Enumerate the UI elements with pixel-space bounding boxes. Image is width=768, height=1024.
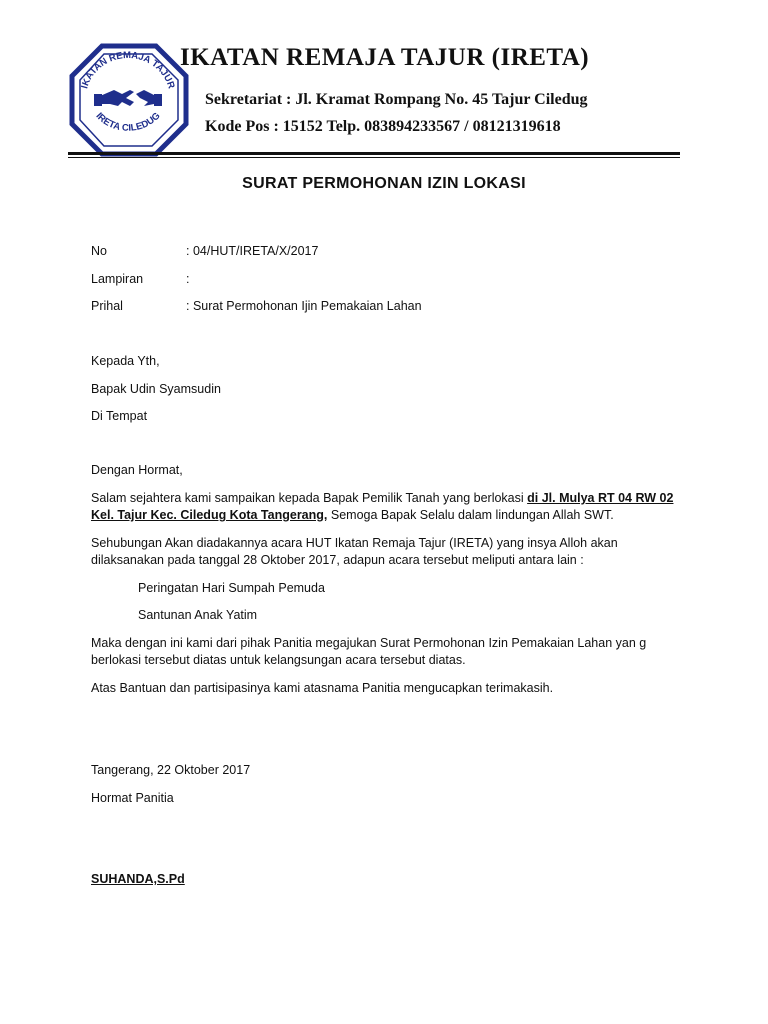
event-item-1: Peringatan Hari Sumpah Pemuda — [138, 581, 325, 595]
recipient-name: Bapak Udin Syamsudin — [91, 382, 221, 396]
header-divider-thin — [68, 157, 680, 158]
paragraph-1-closing: Semoga Bapak Selalu dalam lindungan Allah SWT. — [327, 508, 614, 522]
no-label: No — [91, 244, 107, 258]
closing-regards: Hormat Panitia — [91, 791, 174, 805]
paragraph-2-line-1: Sehubungan Akan diadakannya acara HUT Ikatan Remaja Tajur (IRETA) yang insya Alloh akan — [91, 536, 618, 550]
paragraph-3-line-2: berlokasi tersebut diatas untuk kelangsungan acara tersebut diatas. — [91, 653, 466, 667]
header-divider-thick — [68, 152, 680, 155]
organization-name: IKATAN REMAJA TAJUR (IRETA) — [180, 44, 590, 71]
paragraph-3-line-1: Maka dengan ini kami dari pihak Panitia megajukan Surat Permohonan Izin Pemakaian Lahan yan g — [91, 636, 647, 650]
event-item-2: Santunan Anak Yatim — [138, 608, 258, 622]
paragraph-1-line-1 — [91, 490, 673, 506]
greeting: Dengan Hormat, — [91, 463, 183, 477]
prihal-value: : Surat Permohonan Ijin Pemakaian Lahan — [186, 299, 422, 313]
lampiran-label: Lampiran — [91, 272, 144, 286]
location-address-part-2: Kel. Tajur Kec. Ciledug Kota Tangerang, — [91, 508, 328, 522]
secretariat-address: Sekretariat : Jl. Kramat Rompang No. 45 Tajur Ciledug — [205, 91, 588, 108]
location-address-part-1: di Jl. Mulya RT 04 RW 02 — [527, 491, 674, 505]
logo-text-bottom: IRETA CILEDUG — [93, 110, 163, 134]
letter-title: SURAT PERMOHONAN IZIN LOKASI — [242, 175, 526, 192]
no-value: : 04/HUT/IRETA/X/2017 — [186, 244, 319, 258]
postal-contact: Kode Pos : 15152 Telp. 083894233567 / 08121319618 — [205, 118, 561, 135]
paragraph-1-line-2 — [91, 507, 614, 523]
paragraph-4: Atas Bantuan dan partisipasinya kami atasnama Panitia mengucapkan terimakasih. — [91, 681, 554, 695]
lampiran-value: : — [186, 272, 190, 286]
logo-text-top: IKATAN REMAJA TAJUR — [79, 49, 177, 91]
paragraph-2-line-2: dilaksanakan pada tanggal 28 Oktober 2017, adapun acara tersebut meliputi antara lain : — [91, 553, 584, 567]
prihal-label: Prihal — [91, 299, 123, 313]
paragraph-1-text: Salam sejahtera kami sampaikan kepada Bapak Pemilik Tanah yang berlokasi — [91, 491, 528, 505]
recipient-salutation: Kepada Yth, — [91, 354, 160, 368]
ireta-logo — [64, 40, 192, 160]
signatory-name: SUHANDA,S.Pd — [91, 872, 185, 886]
place-date: Tangerang, 22 Oktober 2017 — [91, 763, 251, 777]
recipient-place: Di Tempat — [91, 409, 148, 423]
